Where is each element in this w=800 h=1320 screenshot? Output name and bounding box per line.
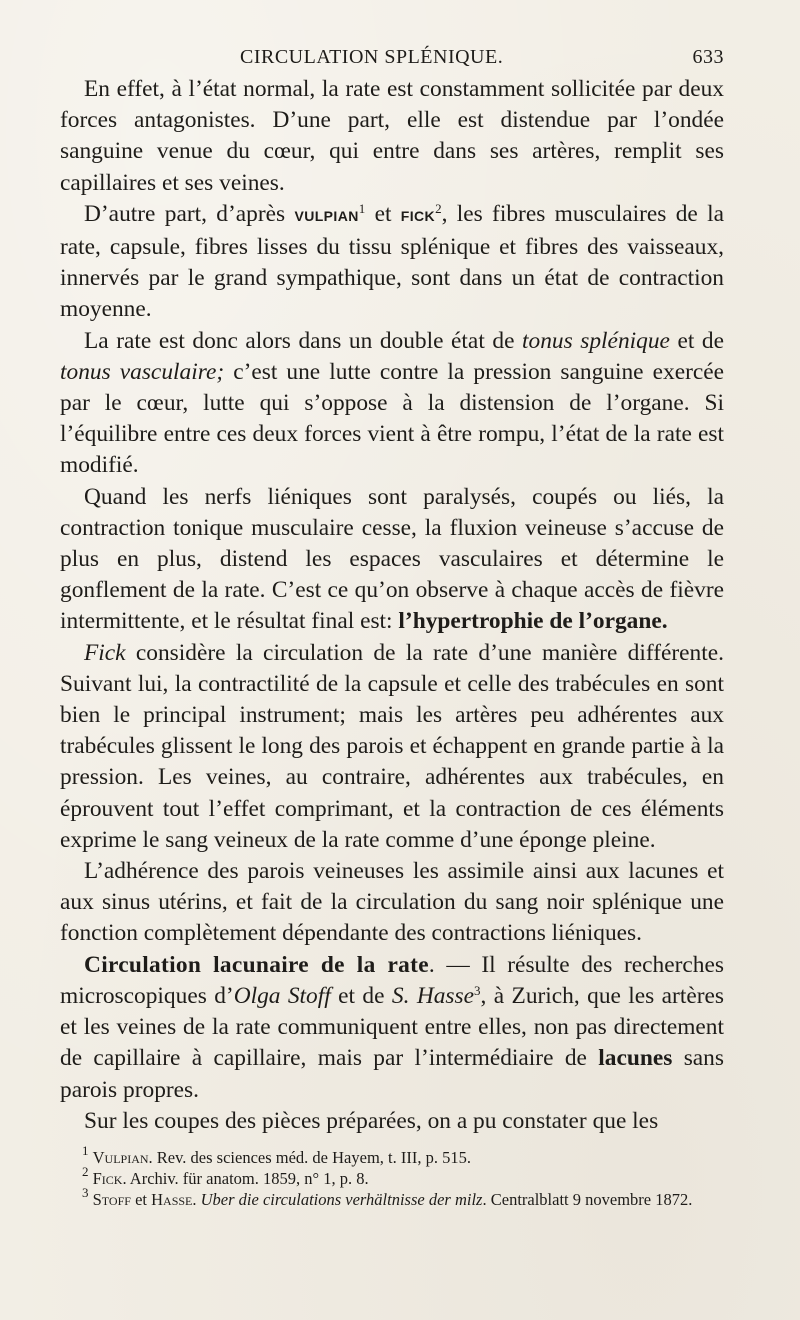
footnote-3-title: Uber die circulations verhältnisse der milz — [200, 1189, 483, 1209]
paragraph-4 — [60, 482, 724, 638]
paragraph-3-text-b: et de — [669, 327, 725, 354]
body-text — [60, 74, 724, 1137]
footnote-2-marker: 2 — [82, 1163, 89, 1179]
footnote-3 — [60, 1184, 724, 1210]
page-number: 633 — [692, 46, 724, 68]
section-heading-circulation-lacunaire: Circulation lacunaire de la rate — [84, 951, 429, 978]
running-head — [60, 46, 724, 74]
footnote-3-marker: 3 — [82, 1184, 89, 1200]
footnote-1 — [60, 1142, 724, 1168]
paragraph-5 — [60, 638, 724, 856]
paragraph-3-text-c: c’est une lutte contre la pression sanguine exercée par le cœur, lutte qui s’oppose à la distension de l’organe. Si l’équilibre entre ces deux forces vient à être rompu, l’état de la rate est modifié. — [60, 358, 725, 479]
author-s-hasse: S. Hasse — [391, 982, 475, 1009]
footnote-3-author: Stoff — [92, 1189, 131, 1209]
paragraph-4-text-a: Quand les nerfs liéniques sont paralysés, coupés ou liés, la contraction tonique musculaire cesse, la fluxion veineuse s’accuse de plus en plus, distend les espaces vasculaires et détermine le gonflement de la rate. C’est ce qu’on observe à chaque accès de fièvre intermittente, et le résultat final est: — [60, 483, 724, 635]
footnote-3-dot: . — [192, 1189, 201, 1209]
paragraph-2-text-b: et — [365, 200, 401, 227]
footnote-1-marker: 1 — [82, 1142, 89, 1158]
paragraph-1: En effet, à l’état normal, la rate est constamment sollicitée par deux forces antagonistes. D’une part, elle est distendue par l’ondée sanguine venue du cœur, qui entre dans ses artères, remplit ses capillaires et ses veines. — [60, 76, 724, 196]
footnote-ref-3: 3 — [474, 982, 481, 998]
footnote-2-author: Fick — [92, 1168, 123, 1188]
footnote-3-text: . Centralblatt 9 novembre 1872. — [482, 1189, 693, 1209]
footnotes — [60, 1142, 724, 1210]
paragraph-2 — [60, 199, 724, 326]
paragraph-8: Sur les coupes des pièces préparées, on a pu constater que les — [84, 1107, 659, 1134]
paragraph-3 — [60, 326, 724, 482]
running-title: CIRCULATION SPLÉNIQUE. — [240, 46, 504, 68]
author-olga-stoff: Olga Stoff — [233, 982, 331, 1009]
footnote-1-text: . Rev. des sciences méd. de Hayem, t. III, p. 515. — [148, 1147, 471, 1167]
term-tonus-splenique: tonus splénique — [522, 327, 670, 354]
footnote-ref-2: 2 — [435, 200, 442, 216]
paragraph-7-text-b: et de — [330, 982, 392, 1009]
paragraph-7 — [60, 950, 724, 1106]
footnote-2 — [60, 1163, 724, 1189]
author-vulpian: VULPIAN — [294, 207, 359, 224]
footnote-ref-1: 1 — [358, 200, 366, 216]
paragraph-7-text-d: sans parois propres. — [60, 1045, 724, 1103]
paragraph-2-text-a: D’autre part, d’après — [84, 200, 295, 227]
term-lacunes: lacunes — [598, 1045, 673, 1072]
author-fick-italic: Fick — [84, 639, 126, 666]
paragraph-7-text-c: , à Zurich, que les artères et les veines de la rate communiquent entre elles, non pas directement de capillaire à capillaire, mais par l’intermédiaire de — [60, 982, 724, 1072]
paragraph-2-text-c: , les fibres musculaires de la rate, capsule, fibres lisses du tissu splénique et fibres des vaisseaux, innervés par le grand sympathique, sont dans un état de contraction moyenne. — [60, 200, 724, 323]
paragraph-7-text-a: . — Il résulte des recherches microscopiques d’ — [60, 951, 724, 1009]
footnote-1-author: Vulpian — [92, 1147, 149, 1167]
footnote-3-author-2: Hasse — [151, 1189, 193, 1209]
term-tonus-vasculaire: tonus vasculaire; — [60, 358, 225, 385]
author-fick: FICK — [400, 207, 436, 224]
paragraph-3-text-a: La rate est donc alors dans un double état de — [84, 327, 523, 354]
paragraph-6: L’adhérence des parois veineuses les assimile ainsi aux lacunes et aux sinus utérins, et fait de la circulation du sang noir splénique une fonction complètement dépendante des contractions liéniques. — [60, 858, 724, 947]
footnote-3-join: et — [130, 1189, 152, 1209]
paragraph-5-text-a: considère la circulation de la rate d’une manière différente. Suivant lui, la contractilité de la capsule et celle des trabécules en sont bien le principal instrument; mais les artères peu adhérentes aux trabécules glissent le long des parois et échappent en grande partie à la pression. Les veines, au contraire, adhérentes aux trabécules, en éprouvent tout l’effet comprimant, et la contraction de ces éléments exprime le sang veineux de la rate comme d’une éponge pleine. — [60, 639, 724, 853]
footnote-2-text: . Archiv. für anatom. 1859, n° 1, p. 8. — [122, 1168, 369, 1188]
term-hypertrophie: l’hypertrophie de l’organe. — [398, 608, 668, 635]
